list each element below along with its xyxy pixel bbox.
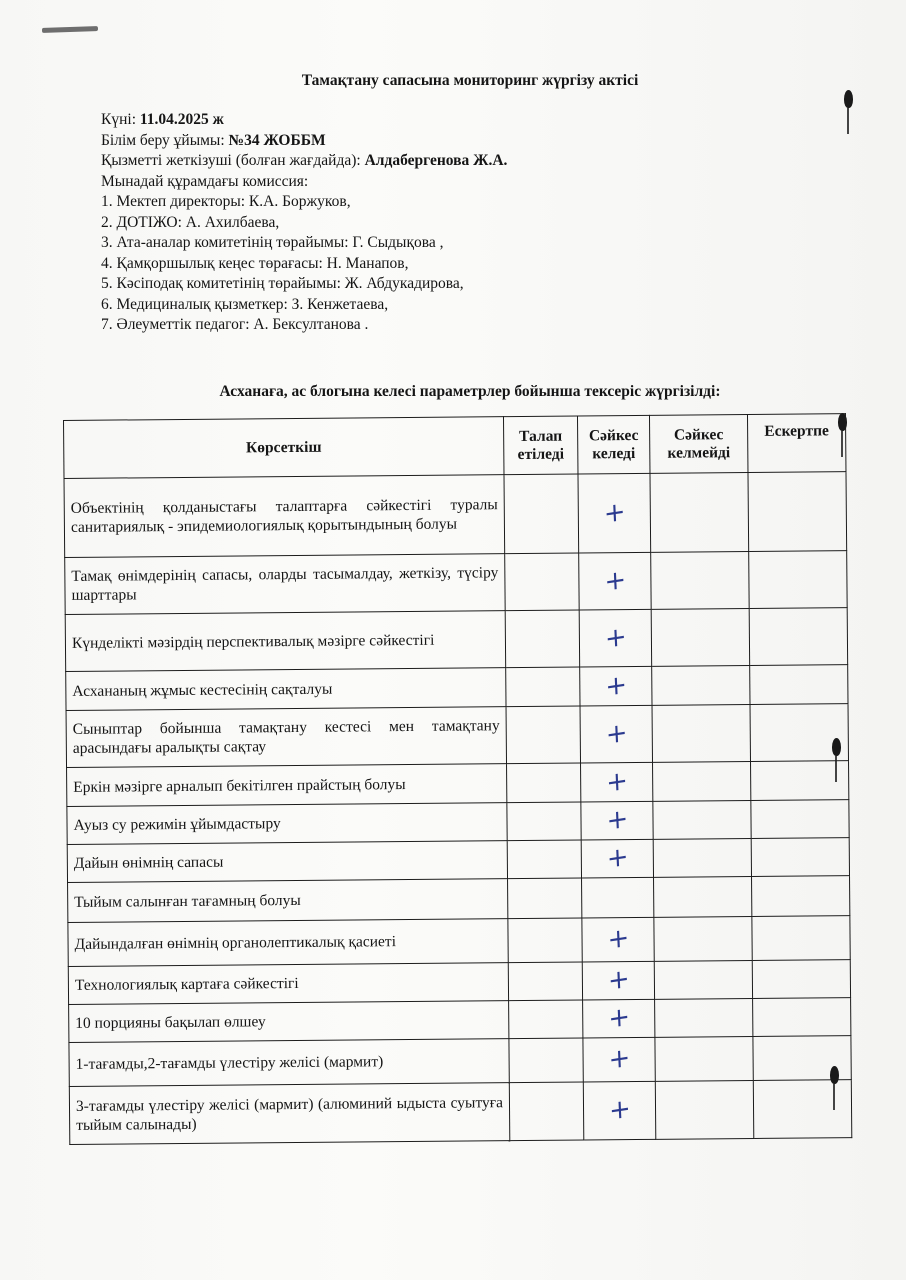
- table-row: [69, 1080, 851, 1145]
- noncompliant-cell: [653, 762, 751, 802]
- note-cell: [753, 998, 851, 1037]
- inspection-heading: Асханаға, ас блогына келесі параметрлер бойынша тексеріс жүргізілді:: [219, 383, 721, 400]
- table-row: [69, 1036, 851, 1087]
- inspection-table: [63, 413, 852, 1145]
- compliant-mark: +: [581, 762, 653, 802]
- indicator-cell: Асхананың жұмыс кестесінің сақталуы: [66, 668, 506, 711]
- noncompliant-cell: [655, 999, 753, 1038]
- header-indicator: Көрсеткіш: [64, 417, 504, 479]
- compliant-mark: +: [583, 1037, 655, 1082]
- table-row: [66, 665, 848, 711]
- table-header-row: [64, 414, 846, 479]
- note-cell: [748, 472, 847, 552]
- indicator-cell: Ауыз су режимін ұйымдастыру: [67, 803, 507, 845]
- noncompliant-cell: [654, 917, 752, 962]
- commission-member: 6. Медициналық қызметкер: З. Кенжетаева,: [101, 295, 389, 313]
- note-cell: [749, 551, 847, 609]
- table-row: [66, 704, 848, 768]
- note-cell: [753, 1080, 852, 1139]
- required-cell: [505, 610, 579, 668]
- compliant-mark: +: [580, 666, 652, 706]
- compliant-mark: +: [578, 473, 651, 553]
- org-label: Білім беру ұйымы:: [101, 131, 225, 149]
- note-cell: [751, 838, 849, 877]
- note-cell: [750, 665, 848, 705]
- table-row: [67, 761, 849, 807]
- date-value: 11.04.2025 ж: [139, 111, 224, 128]
- required-cell: [508, 962, 582, 1001]
- compliant-mark: +: [579, 552, 651, 610]
- commission-member: 1. Мектеп директоры: К.А. Боржуков,: [101, 193, 351, 210]
- noncompliant-cell: [654, 961, 752, 1000]
- date-label: Күні:: [101, 111, 136, 128]
- indicator-cell: Технологиялық картаға сәйкестігі: [68, 963, 508, 1005]
- required-cell: [506, 706, 580, 764]
- required-cell: [506, 667, 580, 707]
- compliant-mark: +: [583, 1081, 656, 1140]
- noncompliant-cell: [652, 666, 750, 706]
- compliant-mark: +: [583, 999, 655, 1038]
- noncompliant-cell: [653, 839, 751, 878]
- noncompliant-cell: [655, 1081, 754, 1140]
- required-cell: [507, 763, 581, 803]
- required-cell: [505, 553, 579, 611]
- table-row: [68, 916, 850, 967]
- commission-member: 7. Әлеуметтік педагог: А. Бексултанова .: [101, 316, 369, 333]
- info-block: [101, 110, 507, 336]
- indicator-cell: Тамақ өнімдерінің сапасы, оларды тасымалдау, жеткізу, түсіру шарттары: [65, 554, 505, 615]
- supplier-label: Қызметті жеткізуші (болған жағдайда):: [101, 152, 361, 169]
- required-cell: [507, 802, 581, 841]
- compliant-mark: +: [579, 609, 651, 667]
- note-cell: [749, 608, 847, 666]
- noncompliant-cell: [654, 877, 752, 918]
- commission-member: 3. Ата-аналар комитетінің төрайымы: Г. Сыдықова ,: [101, 234, 444, 251]
- supplier-line: [101, 151, 507, 172]
- compliant-mark: +: [581, 801, 653, 840]
- table-row: [64, 472, 847, 558]
- indicator-cell: 1-тағамды,2-тағамды үлестіру желісі (мармит): [69, 1039, 509, 1087]
- compliant-mark: +: [581, 839, 653, 878]
- commission-label: Мынадай құрамдағы комиссия:: [101, 172, 309, 190]
- indicator-cell: Күнделікті мәзірдің перспективалық мәзірге сәйкестігі: [65, 611, 505, 672]
- header-compliant: Сәйкес келеді: [577, 415, 650, 474]
- compliant-mark: +: [582, 961, 654, 1000]
- compliant-mark: +: [582, 917, 654, 962]
- commission-member: 4. Қамқоршылық кеңес төрағасы: Н. Манапов,: [101, 254, 409, 272]
- org-value: №34 ЖОББМ: [228, 131, 326, 149]
- inspection-table-wrap: [63, 420, 846, 1145]
- header-noncompliant: Сәйкес келмейді: [649, 415, 748, 474]
- required-cell: [509, 1000, 583, 1039]
- table-row: [68, 876, 850, 923]
- date-line: [101, 110, 507, 131]
- indicator-cell: Сыныптар бойынша тамақтану кестесі мен тамақтану арасындағы аралықты сақтау: [66, 707, 506, 768]
- indicator-cell: 10 порцияны бақылап өлшеу: [69, 1001, 509, 1043]
- required-cell: [507, 840, 581, 879]
- noncompliant-cell: [651, 609, 749, 667]
- supplier-value: Алдабергенова Ж.А.: [364, 152, 508, 169]
- note-cell: [753, 1036, 851, 1081]
- compliant-mark: +: [580, 705, 652, 763]
- commission-member: 5. Кәсіподақ комитетінің төрайымы: Ж. Абдукадирова,: [101, 275, 464, 292]
- pin-icon: [844, 90, 852, 134]
- required-cell: [509, 1082, 584, 1141]
- header-note: Ескертпе: [747, 414, 846, 473]
- required-cell: [508, 878, 582, 919]
- note-cell: [752, 960, 850, 999]
- noncompliant-cell: [655, 1037, 753, 1082]
- note-cell: [750, 704, 848, 762]
- noncompliant-cell: [653, 801, 751, 840]
- scan-artifact: [42, 26, 98, 33]
- header-required: Талап етіледі: [503, 416, 578, 475]
- org-line: [101, 131, 507, 152]
- table-row: [65, 551, 847, 615]
- indicator-cell: Объектінің қолданыстағы талаптарға сәйкестігі туралы санитариялық - эпидемиологиялық қорытындының болуы: [64, 475, 505, 558]
- indicator-cell: Дайындалған өнімнің органолептикалық қасиеті: [68, 919, 508, 967]
- table-row: [65, 608, 847, 672]
- required-cell: [504, 474, 579, 554]
- compliant-mark: [582, 877, 654, 918]
- indicator-cell: Дайын өнімнің сапасы: [67, 841, 507, 883]
- indicator-cell: Тыйым салынған тағамның болуы: [68, 879, 508, 923]
- note-cell: [752, 916, 850, 961]
- indicator-cell: Еркін мәзірге арналып бекітілген прайстың болуы: [67, 764, 507, 807]
- noncompliant-cell: [652, 705, 750, 763]
- required-cell: [509, 1038, 583, 1083]
- note-cell: [752, 876, 850, 917]
- commission-member: 2. ДОТІЖО: А. Ахилбаева,: [101, 213, 280, 231]
- noncompliant-cell: [650, 473, 749, 553]
- required-cell: [508, 918, 582, 963]
- noncompliant-cell: [651, 552, 749, 610]
- indicator-cell: 3-тағамды үлестіру желісі (мармит) (алюминий ыдыста суытуға тыйым салынады): [69, 1083, 509, 1145]
- note-cell: [751, 761, 849, 801]
- document-title: Тамақтану сапасына мониторинг жүргізу актісі: [301, 72, 639, 89]
- note-cell: [751, 800, 849, 839]
